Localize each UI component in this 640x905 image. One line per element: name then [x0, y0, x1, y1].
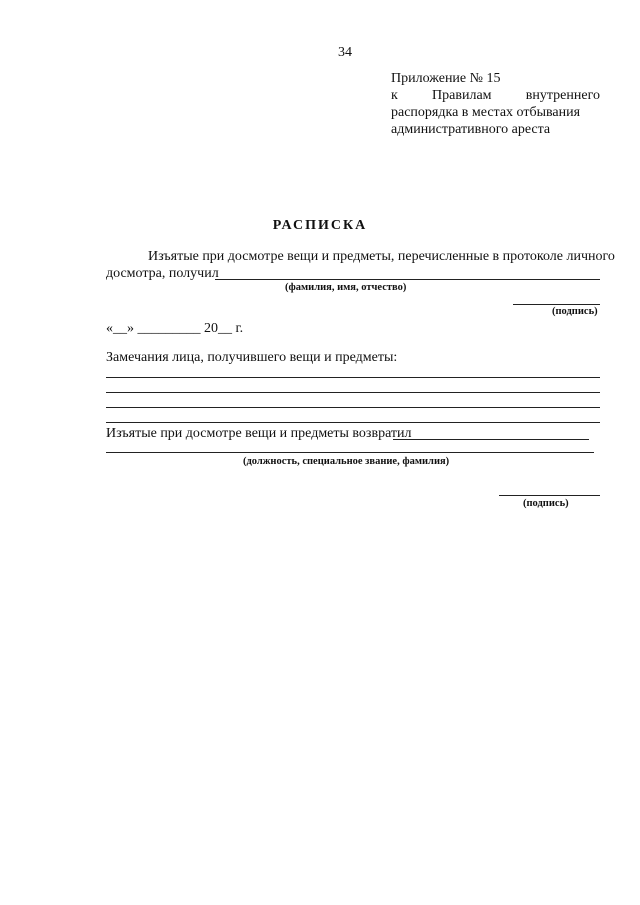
remarks-line-3	[106, 407, 600, 408]
returned-by-label: Изъятые при досмотре вещи и предметы возвратил	[106, 426, 412, 441]
receipt-text-line-2: досмотра, получил	[106, 266, 219, 281]
recipient-name-field-line	[215, 279, 600, 280]
date-line	[106, 321, 243, 337]
date-year-suffix: г.	[235, 321, 244, 336]
remarks-line-1	[106, 377, 600, 378]
appendix-line-1: Приложение № 15	[391, 71, 501, 86]
recipient-signature-caption: (подпись)	[552, 306, 598, 317]
remarks-line-2	[106, 392, 600, 393]
date-year-prefix: 20	[204, 321, 218, 336]
date-month-blank: _________	[137, 321, 201, 336]
appendix-line-4: административного ареста	[391, 122, 551, 137]
recipient-name-caption: (фамилия, имя, отчество)	[285, 282, 407, 293]
returner-signature-caption: (подпись)	[523, 498, 569, 509]
date-year-blank: __	[218, 321, 232, 336]
appendix-line-2-word-3: внутреннего	[525, 88, 600, 103]
remarks-label: Замечания лица, получившего вещи и предметы:	[106, 350, 398, 365]
returner-signature-field-line	[499, 495, 600, 496]
appendix-line-2-word-2: Правилам	[432, 88, 492, 103]
appendix-line-2-word-1: к	[391, 88, 398, 103]
remarks-line-4	[106, 422, 600, 423]
appendix-line-3: распорядка в местах отбывания	[391, 105, 581, 120]
recipient-signature-field-line	[513, 304, 600, 305]
document-title: РАСПИСКА	[272, 218, 368, 233]
returned-by-line-2	[106, 452, 594, 453]
date-day-blank: __	[113, 321, 127, 336]
appendix-line-2	[391, 87, 600, 104]
returned-by-caption: (должность, специальное звание, фамилия)	[243, 456, 450, 467]
returned-by-field-line	[393, 439, 589, 440]
receipt-text-line-1: Изъятые при досмотре вещи и предметы, перечисленные в протоколе личного	[148, 249, 615, 264]
date-close-quote: »	[127, 321, 134, 336]
date-open-quote: «	[106, 321, 113, 336]
page-number: 34	[338, 45, 352, 60]
appendix-header	[391, 70, 600, 138]
